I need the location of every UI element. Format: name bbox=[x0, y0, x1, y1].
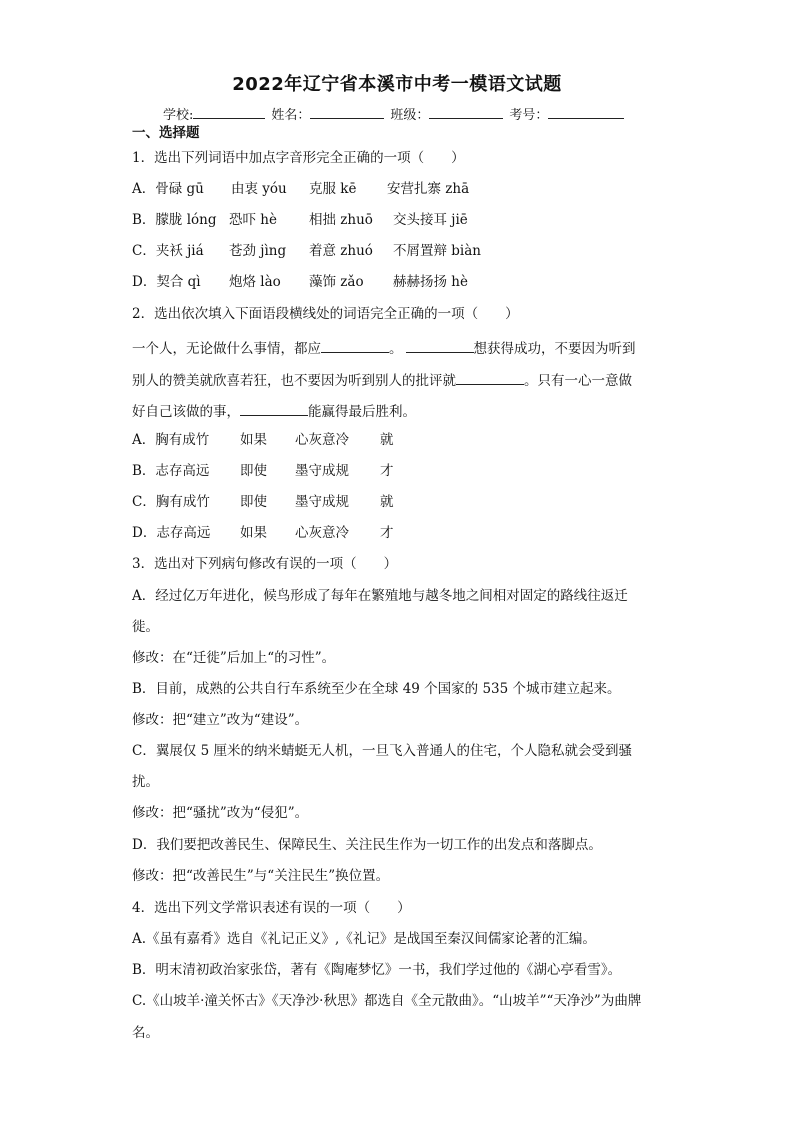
q2-a-2: 如果 bbox=[240, 432, 267, 448]
q3-line: 修改：把“建立”改为“建设”。 bbox=[132, 712, 309, 728]
q1-option-d bbox=[132, 276, 468, 290]
q2-passage-line-1 bbox=[132, 340, 636, 357]
q2-c-3: 墨守成规 bbox=[295, 494, 349, 510]
q1-a-4: 安营扎寨 zhā bbox=[387, 181, 470, 197]
q2-text-6: 好自己该做的事， bbox=[132, 404, 240, 420]
q1-d-4: 赫赫扬扬 hè bbox=[393, 274, 468, 290]
q2-passage-line-2 bbox=[132, 372, 632, 389]
q1-stem: 1．选出下列词语中加点字音形完全正确的一项（ ） bbox=[132, 150, 465, 166]
class-label: 班级： bbox=[390, 108, 430, 123]
q2-b-4: 才 bbox=[380, 463, 394, 479]
q2-text-1: 一个人，无论做什么事情，都应 bbox=[132, 341, 321, 357]
student-info-line bbox=[163, 104, 630, 123]
q2-d-3: 心灰意冷 bbox=[295, 525, 349, 541]
q2-blank-3[interactable] bbox=[456, 372, 524, 385]
q4-stem: 4．选出下列文学常识表述有误的一项（ ） bbox=[132, 900, 411, 916]
q2-stem: 2．选出依次填入下面语段横线处的词语完全正确的一项（ ） bbox=[132, 306, 519, 322]
name-blank[interactable] bbox=[310, 106, 384, 119]
q4-line: A.《虽有嘉肴》选自《礼记正义》,《礼记》是战国至秦汉间儒家论著的汇编。 bbox=[132, 931, 596, 947]
q2-text-3: 想获得成功，不要因为听到 bbox=[473, 341, 636, 357]
q1-d-3: 藻饰 zǎo bbox=[309, 274, 364, 290]
q1-b-4: 交头接耳 jiē bbox=[393, 212, 468, 228]
q2-b-2: 即使 bbox=[240, 463, 267, 479]
q1-b-1: B．朦胧 lóng bbox=[132, 212, 217, 228]
q2-blank-1[interactable] bbox=[321, 340, 389, 353]
q3-line: 修改：把“改善民生”与“关注民生”换位置。 bbox=[132, 868, 390, 884]
q4-line: 名。 bbox=[132, 1025, 159, 1041]
q2-b-3: 墨守成规 bbox=[295, 463, 349, 479]
q1-c-2: 苍劲 jìng bbox=[229, 243, 287, 259]
q1-a-3: 克服 kē bbox=[309, 181, 357, 197]
q2-c-1: C．胸有成竹 bbox=[132, 494, 210, 510]
q4-line: B．明末清初政治家张岱，著有《陶庵梦忆》一书，我们学过他的《湖心亭看雪》。 bbox=[132, 962, 622, 978]
number-blank[interactable] bbox=[548, 106, 624, 119]
q2-a-1: A．胸有成竹 bbox=[132, 432, 210, 448]
q3-line: 修改：在“迁徙”后加上“的习性”。 bbox=[132, 650, 336, 666]
q3-line: C．翼展仅 5 厘米的纳米蜻蜓无人机，一旦飞入普通人的住宅，个人隐私就会受到骚 bbox=[132, 743, 632, 759]
q2-blank-2[interactable] bbox=[406, 340, 474, 353]
q1-a-2: 由衷 yóu bbox=[231, 181, 287, 197]
q2-passage-line-3 bbox=[132, 403, 416, 420]
q2-option-d bbox=[132, 527, 394, 541]
q3-line: 修改：把“骚扰”改为“侵犯”。 bbox=[132, 805, 309, 821]
name-label: 姓名： bbox=[271, 108, 311, 123]
q2-option-a bbox=[132, 434, 394, 448]
q2-d-1: D．志存高远 bbox=[132, 525, 211, 541]
q3-line: B．目前，成熟的公共自行车系统至少在全球 49 个国家的 535 个城市建立起来。 bbox=[132, 681, 621, 697]
q1-option-a bbox=[132, 183, 469, 197]
q2-b-1: B．志存高远 bbox=[132, 463, 210, 479]
q1-d-2: 炮烙 lào bbox=[229, 274, 281, 290]
q1-option-b bbox=[132, 214, 468, 228]
q3-line: A．经过亿万年进化，候鸟形成了每年在繁殖地与越冬地之间相对固定的路线往返迁 bbox=[132, 588, 628, 604]
q3-stem: 3．选出对下列病句修改有误的一项（ ） bbox=[132, 556, 398, 572]
number-label: 考号： bbox=[509, 108, 549, 123]
q3-line: 徙。 bbox=[132, 619, 159, 635]
q2-d-4: 才 bbox=[380, 525, 394, 541]
q1-a-1: A．骨碌 gū bbox=[132, 181, 204, 197]
exam-title: 2022年辽宁省本溪市中考一模语文试题 bbox=[232, 74, 562, 95]
q2-a-3: 心灰意冷 bbox=[295, 432, 349, 448]
q2-c-4: 就 bbox=[380, 494, 394, 510]
q2-c-2: 即使 bbox=[240, 494, 267, 510]
q1-c-3: 着意 zhuó bbox=[309, 243, 373, 259]
school-label: 学校: bbox=[163, 108, 194, 123]
section-heading: 一、选择题 bbox=[132, 125, 200, 141]
q1-b-3: 相拙 zhuō bbox=[309, 212, 373, 228]
q1-c-4: 不屑置辩 biàn bbox=[393, 243, 481, 259]
q2-text-5: 。只有一心一意做 bbox=[524, 373, 632, 389]
q2-blank-4[interactable] bbox=[240, 403, 308, 416]
q1-c-1: C．夹袄 jiá bbox=[132, 243, 204, 259]
q2-d-2: 如果 bbox=[240, 525, 267, 541]
class-blank[interactable] bbox=[429, 106, 503, 119]
q2-text-7: 能赢得最后胜利。 bbox=[308, 404, 416, 420]
q2-text-4: 别人的赞美就欣喜若狂，也不要因为听到别人的批评就 bbox=[132, 373, 456, 389]
q1-b-2: 恐吓 hè bbox=[229, 212, 277, 228]
q2-option-c bbox=[132, 496, 394, 510]
q4-line: C.《山坡羊·潼关怀古》《天净沙·秋思》都选自《全元散曲》。“山坡羊”“天净沙”为曲牌 bbox=[132, 993, 642, 1009]
school-blank[interactable] bbox=[193, 106, 265, 119]
q2-option-b bbox=[132, 465, 394, 479]
q2-text-2: 。 bbox=[389, 341, 403, 357]
q3-line: D．我们要把改善民生、保障民生、关注民生作为一切工作的出发点和落脚点。 bbox=[132, 837, 602, 853]
q2-a-4: 就 bbox=[380, 432, 394, 448]
q1-d-1: D．契合 qì bbox=[132, 274, 201, 290]
q3-line: 扰。 bbox=[132, 774, 159, 790]
q1-option-c bbox=[132, 245, 481, 259]
